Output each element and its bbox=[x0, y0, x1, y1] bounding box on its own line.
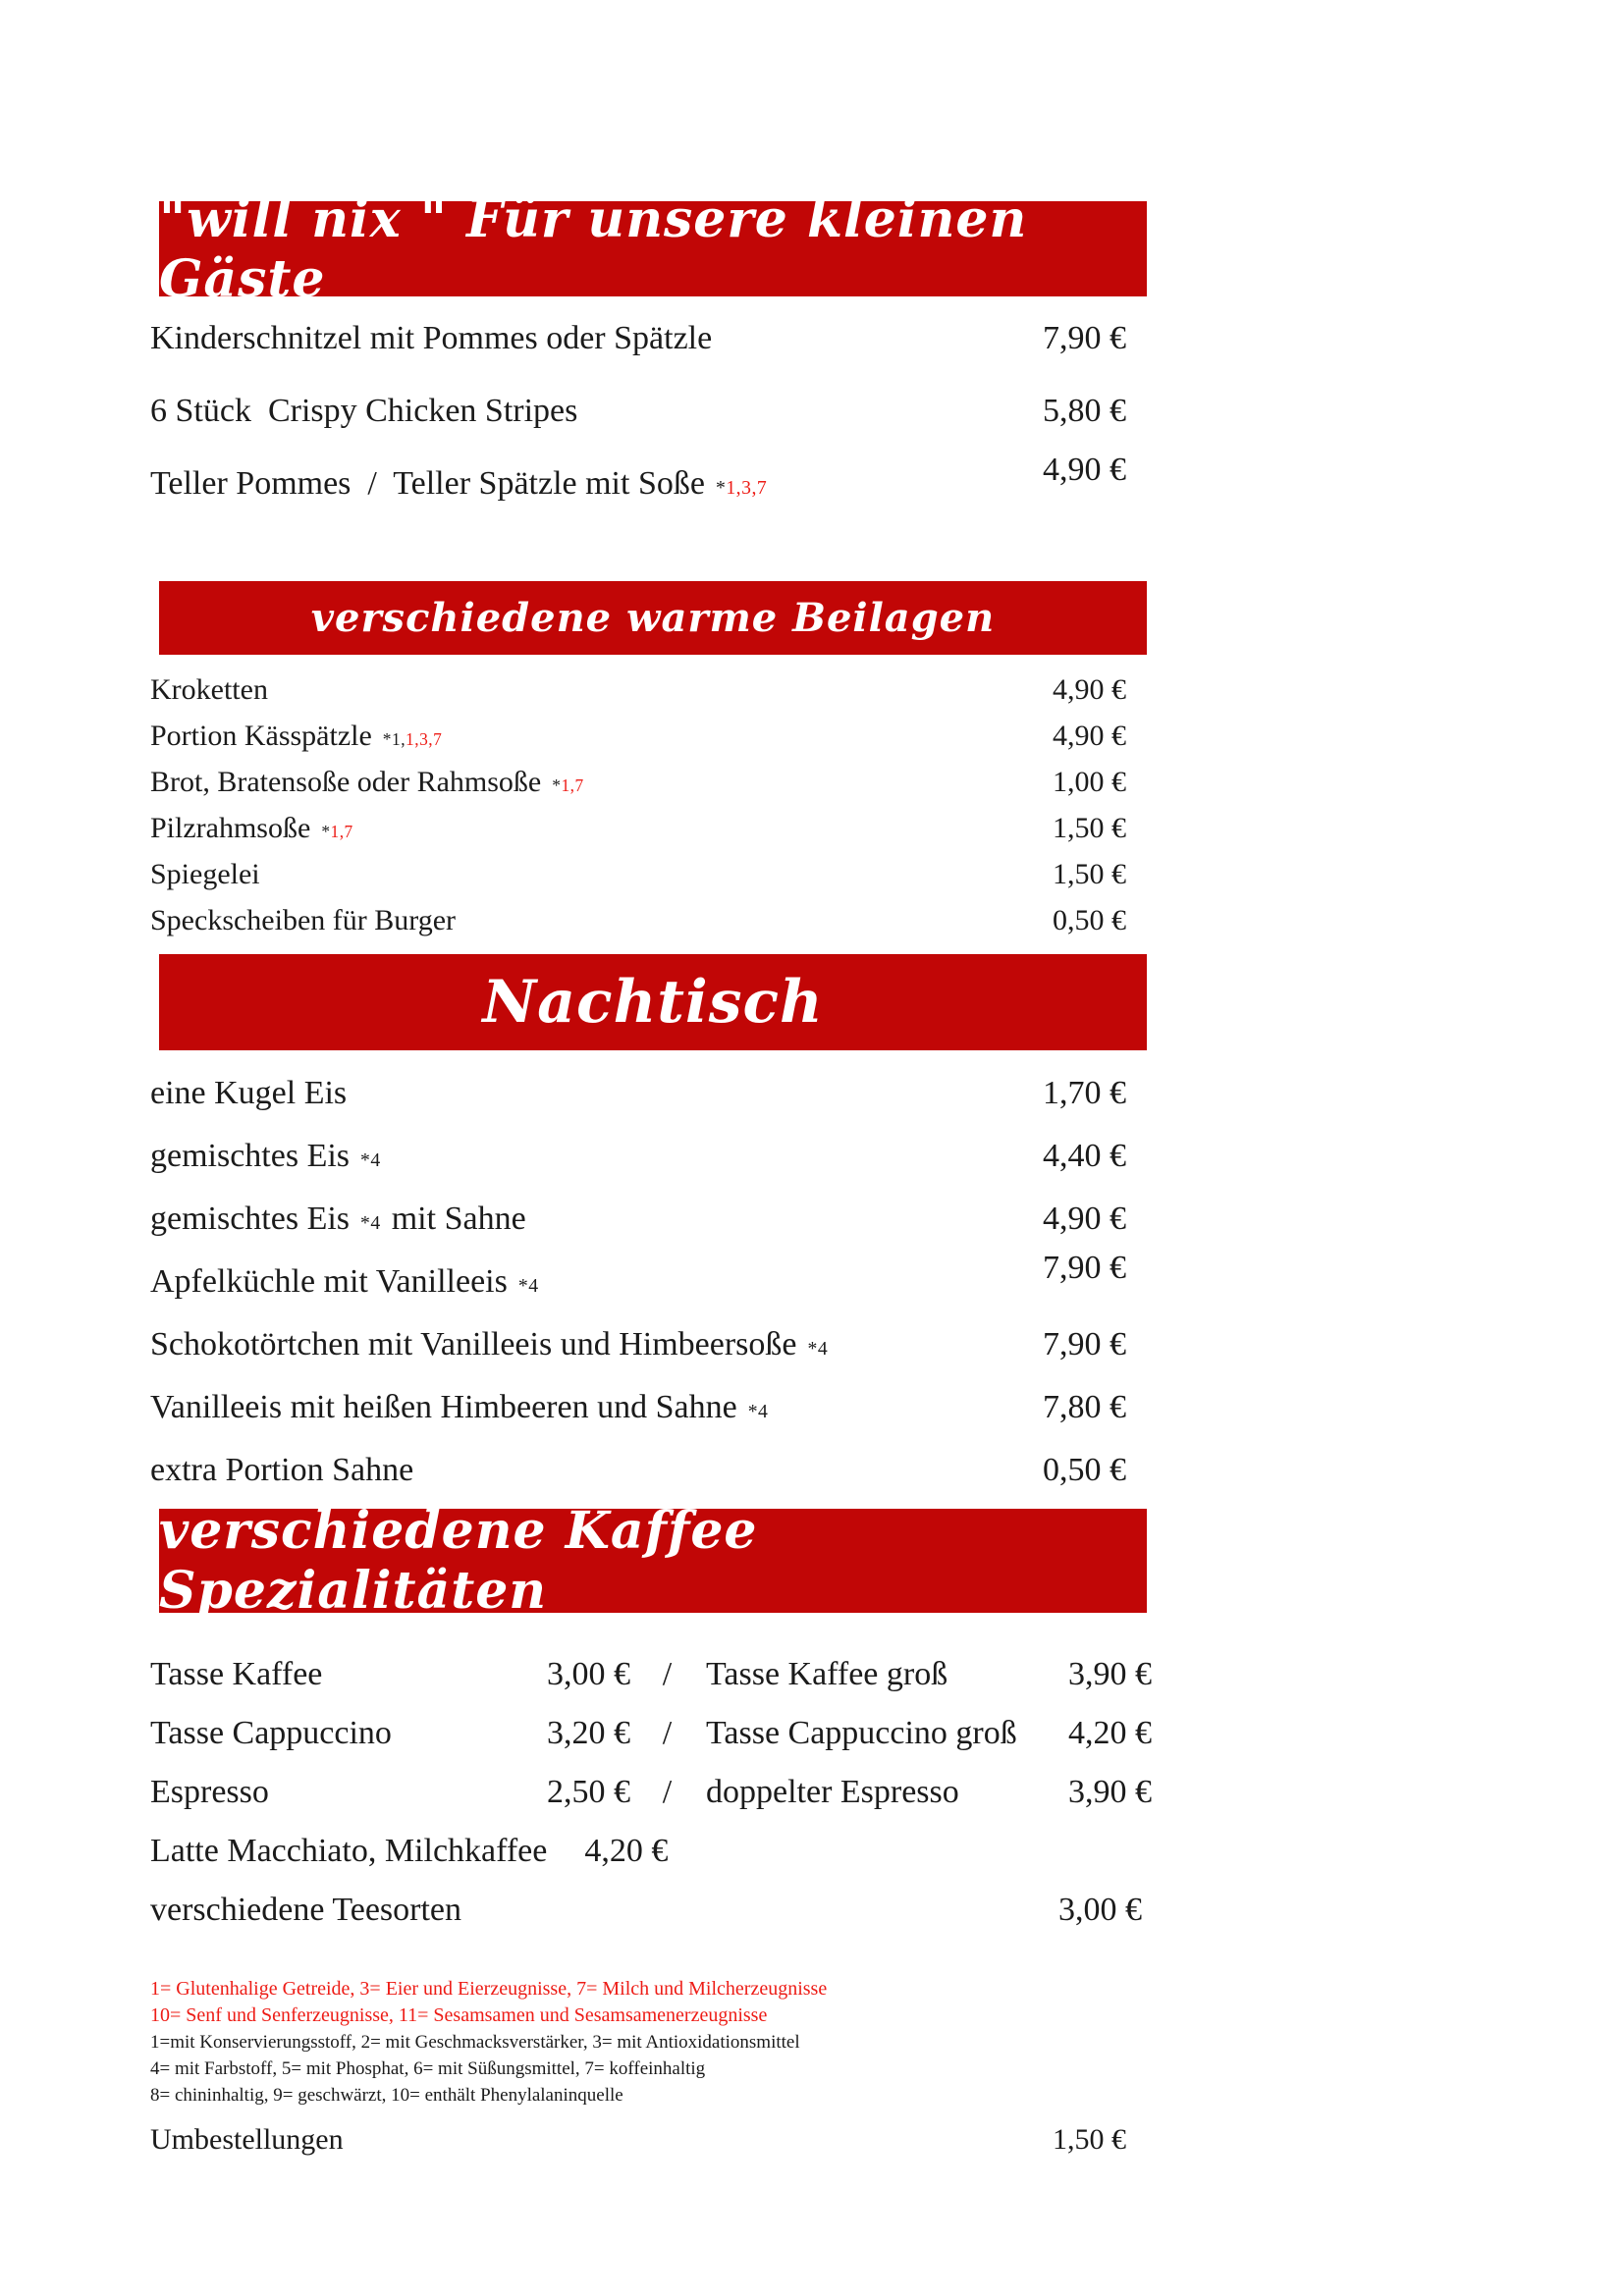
allergen-note: *1,7 bbox=[552, 775, 584, 795]
item-price: 7,80 € bbox=[1043, 1389, 1126, 1425]
item-price: 4,90 € bbox=[1053, 720, 1126, 752]
item-price: 3,20 € bbox=[547, 1715, 630, 1751]
kids-items bbox=[150, 318, 1152, 508]
menu-item bbox=[150, 1831, 1152, 1872]
section-banner-kids bbox=[159, 188, 1147, 309]
allergen-note: *1,7 bbox=[321, 822, 353, 841]
menu-item-pair bbox=[150, 1654, 1152, 1695]
item-name: Portion Kässpätzle bbox=[150, 720, 372, 752]
item-price: 5,80 € bbox=[1043, 393, 1126, 429]
item-name: Apfelküchle mit Vanilleeis bbox=[150, 1263, 508, 1300]
item-price: 4,90 € bbox=[1043, 1201, 1126, 1237]
menu-item bbox=[150, 1136, 1126, 1181]
legend-line-allergens-2: 10= Senf und Senferzeugnisse, 11= Sesamsamen und Sesamsamenerzeugnisse bbox=[150, 2004, 768, 2026]
menu-item bbox=[150, 391, 1126, 436]
allergen-note: *4 bbox=[360, 1149, 381, 1171]
item-price: 4,20 € bbox=[1068, 1715, 1152, 1751]
item-price: 4,40 € bbox=[1043, 1138, 1126, 1174]
menu-item-pair bbox=[150, 1772, 1152, 1813]
item-price: 2,50 € bbox=[547, 1774, 630, 1810]
item-name: Tasse Kaffee bbox=[150, 1656, 323, 1692]
allergen-note: *4 bbox=[747, 1401, 769, 1422]
menu-item bbox=[150, 1890, 1142, 1931]
item-price: 4,90 € bbox=[1053, 673, 1126, 706]
beilagen-items bbox=[150, 668, 1152, 945]
item-name: Tasse Kaffee groß bbox=[706, 1656, 948, 1692]
menu-item bbox=[150, 1250, 1126, 1307]
item-price: 4,90 € bbox=[1043, 452, 1126, 488]
item-name: extra Portion Sahne bbox=[150, 1452, 414, 1488]
item-price: 3,00 € bbox=[547, 1656, 630, 1692]
item-name: Umbestellungen bbox=[150, 2123, 344, 2156]
menu-item bbox=[150, 1450, 1126, 1495]
menu-item bbox=[150, 452, 1126, 508]
menu-item bbox=[150, 318, 1126, 363]
item-name: doppelter Espresso bbox=[706, 1774, 959, 1810]
item-name: Latte Macchiato, Milchkaffee bbox=[150, 1833, 548, 1869]
item-price: 3,90 € bbox=[1068, 1774, 1152, 1810]
menu-item bbox=[150, 1324, 1126, 1369]
menu-item bbox=[150, 715, 1126, 761]
section-title-kids: "will nix " Für unsere kleinen Gäste bbox=[159, 188, 1028, 309]
allergen-legend bbox=[150, 1976, 1152, 2109]
item-name: gemischtes Eis bbox=[150, 1138, 351, 1174]
item-name: gemischtes Eis bbox=[150, 1201, 351, 1237]
section-banner-nachtisch bbox=[159, 954, 1147, 1050]
menu-item bbox=[150, 761, 1126, 807]
section-title-nachtisch: Nachtisch bbox=[482, 968, 824, 1037]
item-price: 0,50 € bbox=[1043, 1452, 1126, 1488]
legend-line-additives-1: 1=mit Konservierungsstoff, 2= mit Geschmacksverstärker, 3= mit Antioxidationsmittel bbox=[150, 2032, 800, 2053]
allergen-note: *1,3,7 bbox=[715, 477, 768, 499]
menu-item bbox=[150, 1073, 1126, 1118]
item-price: 7,90 € bbox=[1043, 1250, 1126, 1286]
item-name: Speckscheiben für Burger bbox=[150, 904, 457, 936]
item-name: Brot, Bratensoße oder Rahmsoße bbox=[150, 766, 542, 798]
item-name: Espresso bbox=[150, 1774, 269, 1810]
item-name: Schokotörtchen mit Vanilleeis und Himbeersoße bbox=[150, 1326, 797, 1362]
item-price: 7,90 € bbox=[1043, 320, 1126, 356]
item-price: 1,50 € bbox=[1053, 858, 1126, 890]
item-name: Pilzrahmsoße bbox=[150, 812, 311, 844]
menu-item bbox=[150, 668, 1126, 715]
item-price: 3,00 € bbox=[1058, 1892, 1142, 1928]
legend-line-additives-3: 8= chininhaltig, 9= geschwärzt, 10= enthält Phenylalaninquelle bbox=[150, 2085, 623, 2106]
item-name: Teller Pommes / Teller Spätzle mit Soße bbox=[150, 465, 705, 502]
item-name: eine Kugel Eis bbox=[150, 1075, 348, 1111]
nachtisch-items bbox=[150, 1073, 1152, 1495]
menu-item bbox=[150, 899, 1126, 945]
menu-content bbox=[150, 0, 1152, 2160]
menu-item-umbestellungen bbox=[150, 2120, 1126, 2160]
item-name: Tasse Cappuccino bbox=[150, 1715, 392, 1751]
item-price: 1,00 € bbox=[1053, 766, 1126, 798]
item-name: Tasse Cappuccino groß bbox=[706, 1715, 1017, 1751]
kaffee-items bbox=[150, 1654, 1152, 1931]
menu-item: gemischtes Eis *4 mit Sahne 4,90 € bbox=[150, 1199, 1126, 1244]
item-name: Kroketten bbox=[150, 673, 268, 706]
menu-item bbox=[150, 1387, 1126, 1432]
section-banner-kaffee bbox=[159, 1501, 1147, 1621]
item-name: 6 Stück Crispy Chicken Stripes bbox=[150, 393, 578, 429]
separator-slash: / bbox=[662, 1715, 673, 1751]
menu-item bbox=[150, 853, 1126, 899]
item-price: 1,50 € bbox=[1053, 2123, 1126, 2156]
item-price: 7,90 € bbox=[1043, 1326, 1126, 1362]
item-name: verschiedene Teesorten bbox=[150, 1892, 462, 1928]
section-banner-beilagen bbox=[159, 581, 1147, 655]
allergen-note: *1,1,3,7 bbox=[382, 729, 443, 749]
item-price: 3,90 € bbox=[1068, 1656, 1152, 1692]
allergen-note: *4 bbox=[517, 1275, 539, 1297]
menu-item-pair bbox=[150, 1713, 1152, 1754]
section-title-kaffee: verschiedene Kaffee Spezialitäten bbox=[159, 1501, 758, 1621]
separator-slash: / bbox=[662, 1656, 673, 1692]
item-price: 4,20 € bbox=[584, 1833, 669, 1869]
item-name: Kinderschnitzel mit Pommes oder Spätzle bbox=[150, 320, 713, 356]
menu-item bbox=[150, 807, 1126, 853]
section-title-beilagen: verschiedene warme Beilagen bbox=[310, 595, 996, 641]
item-name: Vanilleeis mit heißen Himbeeren und Sahne bbox=[150, 1389, 737, 1425]
legend-line-additives-2: 4= mit Farbstoff, 5= mit Phosphat, 6= mit Süßungsmittel, 7= koffeinhaltig bbox=[150, 2058, 706, 2079]
legend-line-allergens-1: 1= Glutenhalige Getreide, 3= Eier und Eierzeugnisse, 7= Milch und Milcherzeugnisse bbox=[150, 1978, 828, 2000]
item-price: 1,50 € bbox=[1053, 812, 1126, 844]
allergen-note: *4 bbox=[360, 1212, 381, 1234]
item-name: Spiegelei bbox=[150, 858, 260, 890]
item-price: 0,50 € bbox=[1053, 904, 1126, 936]
item-price: 1,70 € bbox=[1043, 1075, 1126, 1111]
allergen-note: *4 bbox=[807, 1338, 829, 1360]
separator-slash: / bbox=[662, 1774, 673, 1810]
